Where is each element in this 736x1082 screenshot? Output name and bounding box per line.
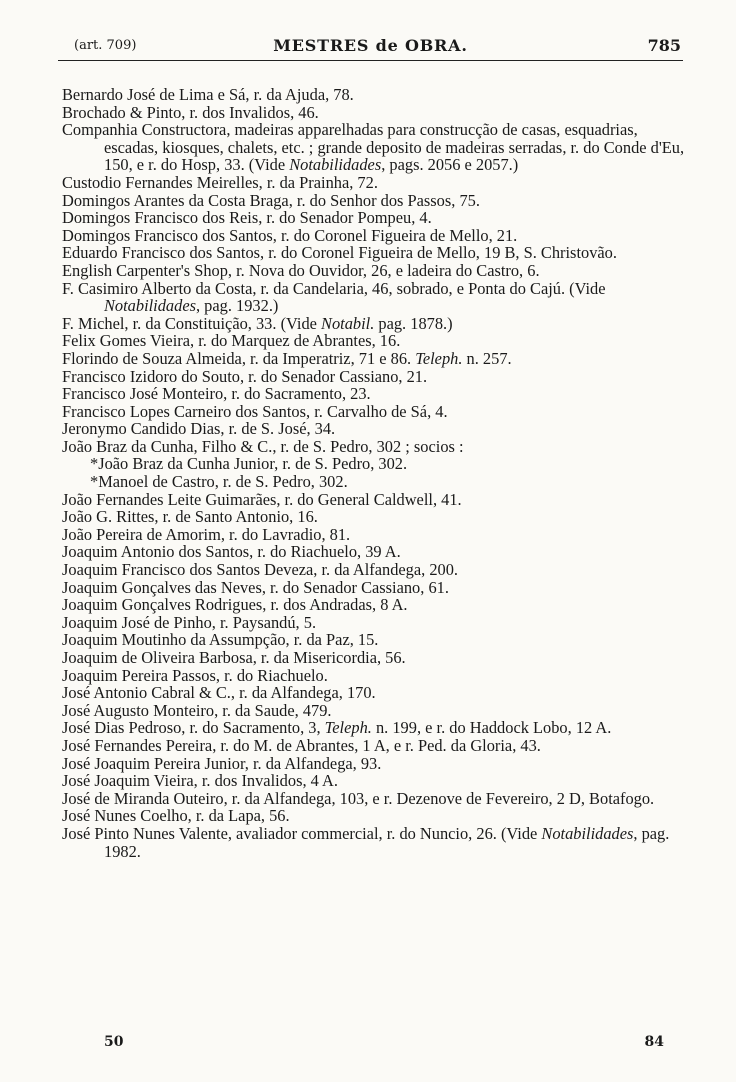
entry-text: , pags. 2056 e 2057.): [381, 155, 519, 175]
entry-text: Joaquim Moutinho da Assumpção, r. da Paz, 15.: [62, 630, 379, 650]
directory-entry: [62, 543, 694, 561]
entry-text: n. 199, e r. do Haddock Lobo, 12 A.: [371, 718, 612, 738]
entry-text: Joaquim Francisco dos Santos Deveza, r. da Alfandega, 200.: [62, 560, 459, 580]
entry-text: Bernardo José de Lima e Sá, r. da Ajuda, 78.: [62, 85, 354, 104]
entry-text: João Fernandes Leite Guimarães, r. do General Caldwell, 41.: [62, 489, 462, 509]
directory-entry: [62, 227, 694, 245]
directory-entry: [62, 667, 694, 685]
entry-text: , pag. 1932.): [195, 296, 279, 316]
directory-entry: [62, 790, 694, 808]
directory-entry: [62, 491, 694, 509]
directory-entry: [62, 755, 694, 773]
signature-mark: 50: [104, 1034, 124, 1050]
entry-italic-text: Teleph.: [415, 348, 463, 368]
entry-text: English Carpenter's Shop, r. Nova do Ouvidor, 26, e ladeira do Castro, 6.: [62, 260, 540, 280]
entry-text: Joaquim de Oliveira Barbosa, r. da Misericordia, 56.: [62, 648, 406, 667]
entry-text: F. Casimiro Alberto da Costa, r. da Candelaria, 46, sobrado, e Ponta do Cajú. (Vide: [62, 278, 606, 298]
directory-entry: [62, 631, 694, 649]
entry-italic-text: Notabilidades: [104, 296, 196, 316]
entry-text: Joaquim José de Pinho, r. Paysandú, 5.: [62, 612, 317, 632]
entry-italic-text: Notabilidades: [289, 155, 382, 175]
directory-entry: [62, 368, 694, 386]
entry-text: Joaquim Pereira Passos, r. do Riachuelo.: [62, 665, 328, 685]
directory-entry: [62, 104, 694, 122]
directory-list: [62, 86, 694, 860]
entry-text: José Augusto Monteiro, r. da Saude, 479.: [62, 700, 332, 720]
directory-entry: [62, 825, 694, 860]
directory-entry: [62, 684, 694, 702]
entry-italic-text: Notabil.: [321, 313, 375, 333]
entry-text: , pag. 1982.: [104, 823, 670, 861]
entry-text: Domingos Francisco dos Santos, r. do Coronel Figueira de Mello, 21.: [62, 225, 518, 245]
entry-text: José Fernandes Pereira, r. do M. de Abrantes, 1 A, e r. Ped. da Gloria, 43.: [62, 735, 541, 755]
directory-entry: [62, 332, 694, 350]
directory-entry: [62, 614, 694, 632]
partner-entry: [62, 473, 694, 491]
entry-text: *Manoel de Castro, r. de S. Pedro, 302.: [90, 472, 348, 492]
directory-entry: [62, 350, 694, 368]
entry-text: Joaquim Gonçalves Rodrigues, r. dos Andradas, 8 A.: [62, 595, 408, 615]
directory-entry: [62, 403, 694, 421]
entry-text: Francisco Lopes Carneiro dos Santos, r. Carvalho de Sá, 4.: [62, 401, 448, 421]
entry-text: Companhia Constructora, madeiras apparelhadas para construcção de casas, esquadrias, escadas, kiosques, chalets, etc. ; grande deposito de madeiras serradas, r. do Conde d'Eu, 150, e r. do Hosp, 33. (Vide: [62, 120, 685, 175]
entry-text: pag. 1878.): [374, 313, 453, 333]
entry-text: João G. Rittes, r. de Santo Antonio, 16.: [62, 507, 318, 527]
directory-entry: [62, 192, 694, 210]
directory-entry: [62, 807, 694, 825]
sheet-number: 84: [644, 1034, 664, 1050]
entry-text: Felix Gomes Vieira, r. do Marquez de Abrantes, 16.: [62, 331, 401, 351]
entry-text: José Joaquim Pereira Junior, r. da Alfandega, 93.: [62, 753, 382, 773]
directory-entry: [62, 420, 694, 438]
page-header: [58, 36, 683, 61]
directory-entry: [62, 209, 694, 227]
partner-entry: [62, 455, 694, 473]
directory-entry: [62, 702, 694, 720]
page-number: 785: [647, 36, 681, 55]
directory-entry: [62, 508, 694, 526]
directory-entry: [62, 262, 694, 280]
entry-italic-text: Notabilidades: [541, 823, 634, 843]
directory-entry: [62, 174, 694, 192]
entry-text: Joaquim Antonio dos Santos, r. do Riachuelo, 39 A.: [62, 542, 401, 562]
directory-entry: [62, 772, 694, 790]
directory-entry: [62, 561, 694, 579]
directory-entry: [62, 121, 694, 174]
entry-text: *João Braz da Cunha Junior, r. de S. Pedro, 302.: [90, 454, 408, 474]
entry-text: Brochado & Pinto, r. dos Invalidos, 46.: [62, 102, 319, 122]
entry-text: José Dias Pedroso, r. do Sacramento, 3,: [62, 718, 325, 738]
entry-text: Custodio Fernandes Meirelles, r. da Prainha, 72.: [62, 172, 378, 192]
directory-entry: [62, 596, 694, 614]
directory-entry: [62, 649, 694, 667]
entry-text: José de Miranda Outeiro, r. da Alfandega, 103, e r. Dezenove de Fevereiro, 2 D, Botafogo.: [62, 788, 655, 808]
entry-text: Francisco José Monteiro, r. do Sacramento, 23.: [62, 384, 371, 404]
entry-italic-text: Teleph.: [324, 718, 372, 738]
page-footer: [104, 1034, 664, 1054]
entry-text: José Nunes Coelho, r. da Lapa, 56.: [62, 806, 290, 826]
entry-text: Joaquim Gonçalves das Neves, r. do Senador Cassiano, 61.: [62, 577, 449, 597]
directory-entry: [62, 315, 694, 333]
entry-text: Jeronymo Candido Dias, r. de S. José, 34.: [62, 419, 336, 439]
entry-text: Francisco Izidoro do Souto, r. do Senador Cassiano, 21.: [62, 366, 428, 386]
entry-text: n. 257.: [462, 348, 512, 368]
entry-text: Eduardo Francisco dos Santos, r. do Coronel Figueira de Mello, 19 B, S. Christovão.: [62, 243, 617, 263]
directory-entry: [62, 86, 694, 104]
directory-entry: [62, 385, 694, 403]
entry-text: João Braz da Cunha, Filho & C., r. de S. Pedro, 302 ; socios :: [62, 436, 464, 456]
directory-entry: [62, 280, 694, 315]
directory-entry: [62, 579, 694, 597]
entry-text: Florindo de Souza Almeida, r. da Imperatriz, 71 e 86.: [62, 348, 416, 368]
directory-entry: [62, 719, 694, 737]
directory-entry: [62, 244, 694, 262]
entry-text: José Pinto Nunes Valente, avaliador commercial, r. do Nuncio, 26. (Vide: [62, 823, 542, 843]
entry-text: Domingos Arantes da Costa Braga, r. do Senhor dos Passos, 75.: [62, 190, 480, 210]
entry-text: João Pereira de Amorim, r. do Lavradio, 81.: [62, 524, 351, 544]
directory-entry: [62, 737, 694, 755]
entry-text: F. Michel, r. da Constituição, 33. (Vide: [62, 313, 322, 333]
directory-entry: [62, 526, 694, 544]
page-title: MESTRES de OBRA.: [273, 36, 468, 55]
entry-text: José Antonio Cabral & C., r. da Alfandega, 170.: [62, 683, 376, 703]
directory-entry: [62, 438, 694, 456]
entry-text: Domingos Francisco dos Reis, r. do Senador Pompeu, 4.: [62, 208, 432, 228]
entry-text: José Joaquim Vieira, r. dos Invalidos, 4 A.: [62, 771, 338, 791]
article-reference: (art. 709): [74, 38, 137, 53]
